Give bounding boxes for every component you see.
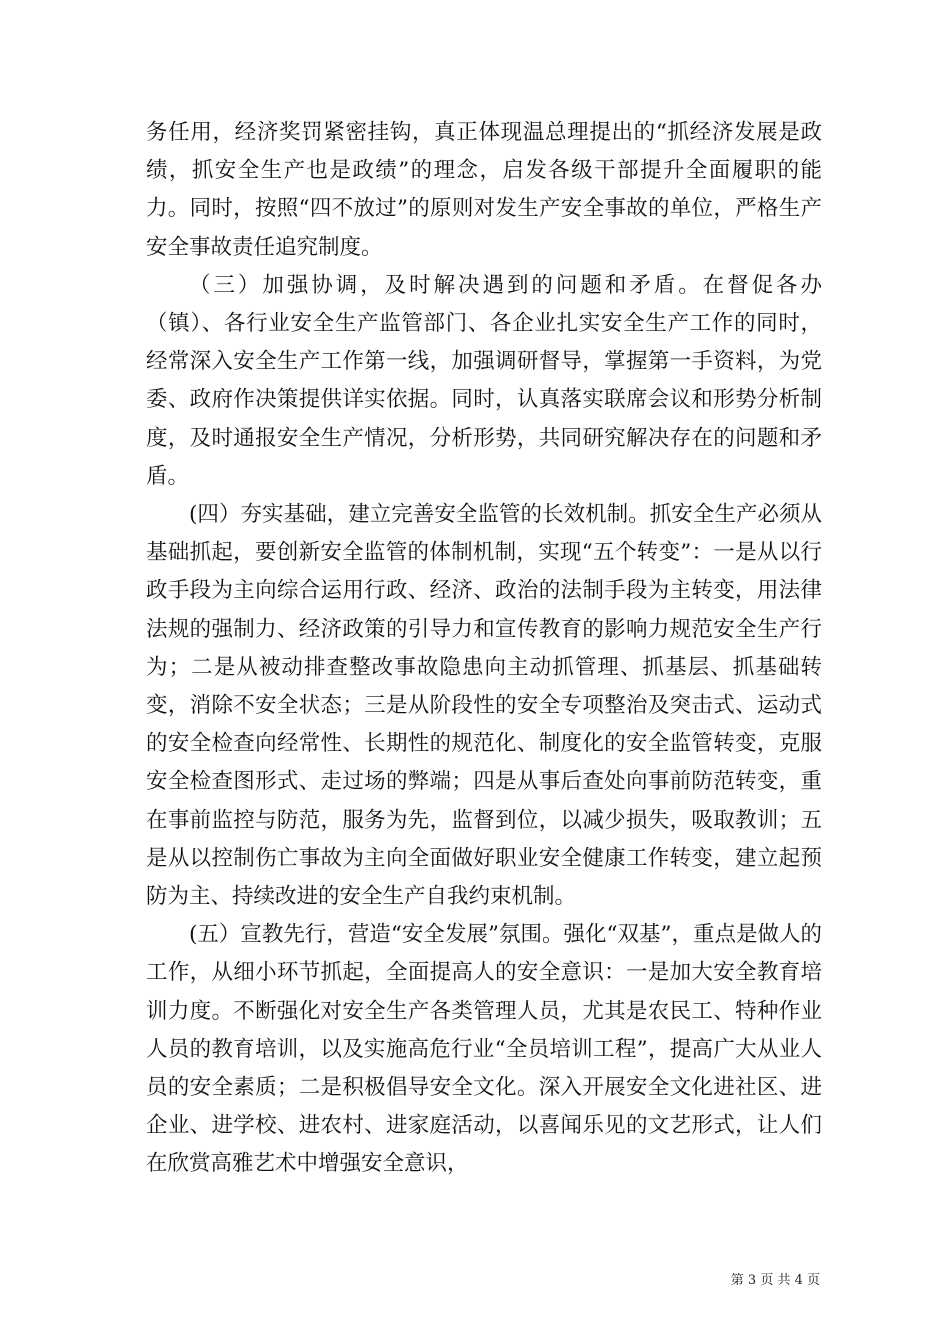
page-number-footer: 第 3 页 共 4 页 <box>730 1273 820 1288</box>
paragraph-section-3: （三）加强协调，及时解决遇到的问题和矛盾。在督促各办（镇）、各行业安全生产监管部门、各企业扎实安全生产工作的同时，经常深入安全生产工作第一线，加强调研督导，掌握第一手资料，为党委、政府作决策提供详实依据。同时，认真落实联席会议和形势分析制度，及时通报安全生产情况，分析形势，共同研究解决存在的问题和矛盾。 <box>146 272 822 489</box>
paragraph-section-5: (五）宣教先行，营造“安全发展”氛围。强化“双基”，重点是做人的工作，从细小环节抓起，全面提高人的安全意识：一是加大安全教育培训力度。不断强化对安全生产各类管理人员，尤其是农民工、特种作业人员的教育培训，以及实施高危行业“全员培训工程”，提高广大从业人员的安全素质；二是积极倡导安全文化。深入开展安全文化进社区、进企业、进学校、进农村、进家庭活动，以喜闻乐见的文艺形式，让人们在欣赏高雅艺术中增强安全意识， <box>146 922 822 1177</box>
paragraph-continuation: 务任用，经济奖罚紧密挂钩，真正体现温总理提出的“抓经济发展是政绩，抓安全生产也是政绩”的理念，启发各级干部提升全面履职的能力。同时，按照“四不放过”的原则对发生产安全事故的单位，严格生产安全事故责任追究制度。 <box>146 120 822 260</box>
document-body <box>146 114 822 1184</box>
paragraph-section-4: (四）夯实基础，建立完善安全监管的长效机制。抓安全生产必须从基础抓起，要创新安全监管的体制机制，实现“五个转变”：一是从以行政手段为主向综合运用行政、经济、政治的法制手段为主转变，用法律法规的强制力、经济政策的引导力和宣传教育的影响力规范安全生产行为；二是从被动排查整改事故隐患向主动抓管理、抓基层、抓基础转变，消除不安全状态；三是从阶段性的安全专项整治及突击式、运动式的安全检查向经常性、长期性的规范化、制度化的安全监管转变，克服安全检查图形式、走过场的弊端；四是从事后查处向事前防范转变，重在事前监控与防范，服务为先，监督到位，以减少损失，吸取教训；五是从以控制伤亡事故为主向全面做好职业安全健康工作转变，建立起预防为主、持续改进的安全生产自我约束机制。 <box>146 502 822 910</box>
